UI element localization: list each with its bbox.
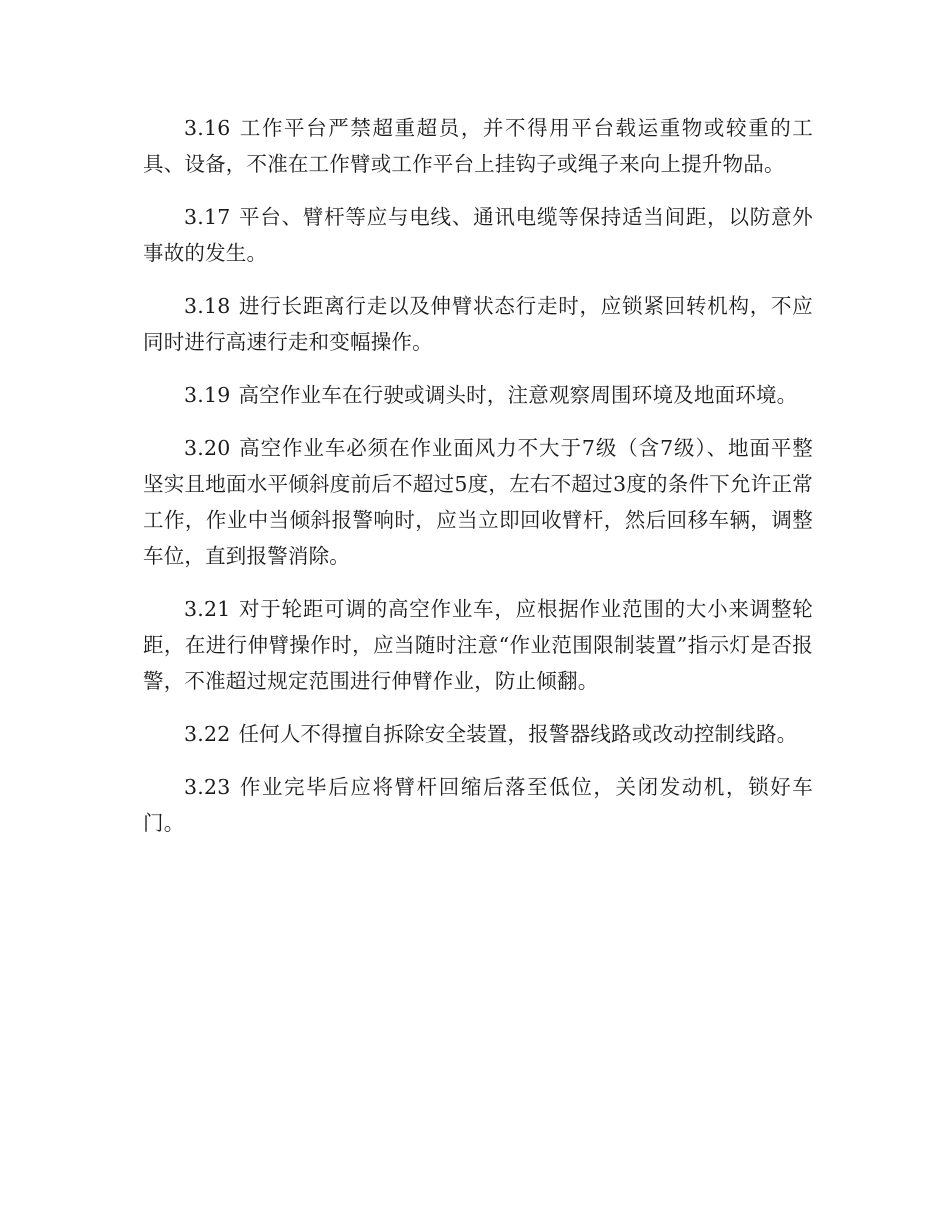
paragraph-text: 对于轮距可调的高空作业车，应根据作业范围的大小来调整轮距，在进行伸臂操作时，应当随时注意“作业范围限制装置”指示灯是否报警，不准超过规定范围进行伸臂作业，防止倾翻。 <box>143 597 813 693</box>
paragraph-3-16 <box>143 110 813 182</box>
document-body <box>143 110 813 858</box>
paragraph-number: 3.22 <box>184 722 231 746</box>
paragraph-text: 进行长距离行走以及伸臂状态行走时，应锁紧回转机构，不应同时进行高速行走和变幅操作。 <box>143 294 813 354</box>
paragraph-number: 3.16 <box>184 116 231 140</box>
paragraph-number: 3.18 <box>184 294 231 318</box>
paragraph-number: 3.19 <box>184 383 231 407</box>
paragraph-number: 3.20 <box>184 436 231 460</box>
paragraph-3-21 <box>143 591 813 699</box>
paragraph-number: 3.21 <box>184 597 231 621</box>
paragraph-text: 高空作业车必须在作业面风力不大于7级（含7级）、地面平整坚实且地面水平倾斜度前后不超过5度，左右不超过3度的条件下允许正常工作，作业中当倾斜报警响时，应当立即回收臂杆，然后回移车辆，调整车位，直到报警消除。 <box>143 436 813 568</box>
paragraph-3-19 <box>143 377 813 413</box>
paragraph-3-22 <box>143 716 813 752</box>
paragraph-3-17 <box>143 199 813 271</box>
paragraph-text: 平台、臂杆等应与电线、通讯电缆等保持适当间距，以防意外事故的发生。 <box>143 205 813 265</box>
paragraph-text: 任何人不得擅自拆除安全装置，报警器线路或改动控制线路。 <box>238 722 798 746</box>
paragraph-number: 3.23 <box>184 775 231 799</box>
paragraph-number: 3.17 <box>184 205 231 229</box>
paragraph-3-18 <box>143 288 813 360</box>
paragraph-3-20 <box>143 430 813 574</box>
paragraph-text: 作业完毕后应将臂杆回缩后落至低位，关闭发动机，锁好车门。 <box>143 775 813 835</box>
paragraph-text: 工作平台严禁超重超员，并不得用平台载运重物或较重的工具、设备，不准在工作臂或工作平台上挂钩子或绳子来向上提升物品。 <box>143 116 813 176</box>
paragraph-text: 高空作业车在行驶或调头时，注意观察周围环境及地面环境。 <box>238 383 798 407</box>
paragraph-3-23 <box>143 769 813 841</box>
